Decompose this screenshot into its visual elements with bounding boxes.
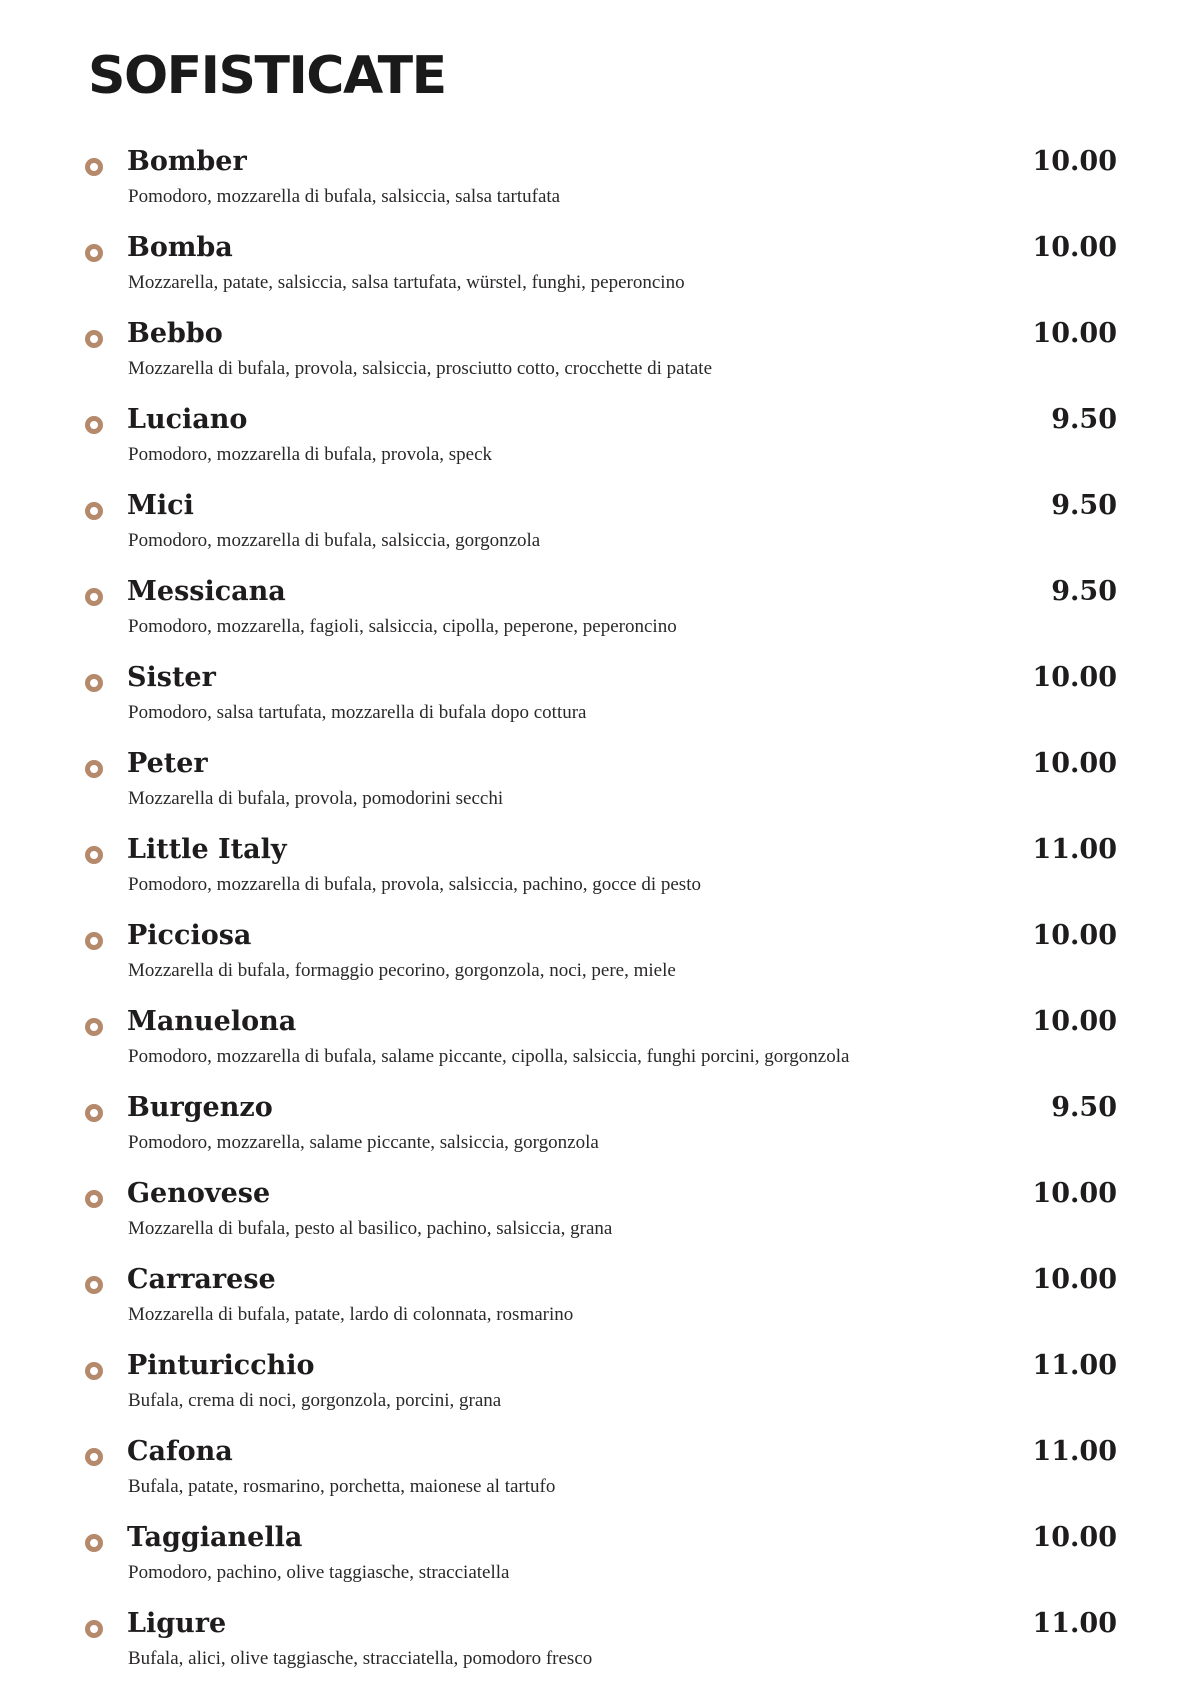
item-description: Pomodoro, mozzarella di bufala, salame piccante, cipolla, salsiccia, funghi porcini, gorgonzola (128, 1046, 850, 1067)
ring-bullet-icon (85, 1448, 103, 1466)
ring-bullet-icon (85, 1104, 103, 1122)
item-price: 9.50 (1051, 404, 1117, 435)
item-name: Bebbo (127, 318, 223, 349)
ring-bullet-icon (85, 1620, 103, 1638)
item-price: 10.00 (1032, 662, 1117, 693)
item-price: 10.00 (1032, 748, 1117, 779)
item-name: Manuelona (127, 1006, 297, 1037)
item-description: Mozzarella di bufala, formaggio pecorino, gorgonzola, noci, pere, miele (128, 960, 676, 981)
item-name: Luciano (127, 404, 248, 435)
ring-bullet-icon (85, 1018, 103, 1036)
item-price: 10.00 (1032, 1522, 1117, 1553)
ring-bullet-icon (85, 1362, 103, 1380)
item-price: 10.00 (1032, 1178, 1117, 1209)
menu-item (0, 1177, 1190, 1257)
item-name: Peter (127, 748, 208, 779)
item-description: Pomodoro, mozzarella di bufala, provola, speck (128, 444, 493, 465)
item-price: 10.00 (1032, 1006, 1117, 1037)
menu-item (0, 1435, 1190, 1515)
item-price: 11.00 (1032, 1608, 1117, 1639)
item-name: Burgenzo (127, 1092, 273, 1123)
item-price: 11.00 (1032, 834, 1117, 865)
item-name: Bomber (127, 146, 247, 177)
menu-item (0, 1607, 1190, 1687)
menu-item (0, 231, 1190, 311)
menu-item (0, 747, 1190, 827)
item-name: Little Italy (127, 834, 287, 865)
item-description: Pomodoro, mozzarella di bufala, provola, salsiccia, pachino, gocce di pesto (128, 874, 701, 895)
menu-item (0, 1521, 1190, 1601)
item-name: Cafona (127, 1436, 233, 1467)
item-description: Mozzarella di bufala, pesto al basilico, pachino, salsiccia, grana (128, 1218, 613, 1239)
item-name: Messicana (127, 576, 286, 607)
menu-item (0, 1263, 1190, 1343)
menu-item (0, 661, 1190, 741)
item-description: Mozzarella di bufala, patate, lardo di colonnata, rosmarino (128, 1304, 574, 1325)
ring-bullet-icon (85, 1534, 103, 1552)
item-description: Pomodoro, salsa tartufata, mozzarella di bufala dopo cottura (128, 702, 587, 723)
item-name: Genovese (127, 1178, 271, 1209)
menu-item (0, 833, 1190, 913)
menu-item (0, 1091, 1190, 1171)
ring-bullet-icon (85, 588, 103, 606)
item-price: 11.00 (1032, 1350, 1117, 1381)
item-price: 10.00 (1032, 146, 1117, 177)
ring-bullet-icon (85, 760, 103, 778)
item-price: 10.00 (1032, 232, 1117, 263)
menu-item (0, 575, 1190, 655)
ring-bullet-icon (85, 330, 103, 348)
item-description: Pomodoro, mozzarella di bufala, salsiccia, gorgonzola (128, 530, 541, 551)
menu-item (0, 919, 1190, 999)
menu-item (0, 403, 1190, 483)
page-title: SOFISTICATE (88, 46, 446, 106)
item-price: 10.00 (1032, 920, 1117, 951)
menu-item (0, 145, 1190, 225)
item-price: 11.00 (1032, 1436, 1117, 1467)
ring-bullet-icon (85, 932, 103, 950)
ring-bullet-icon (85, 846, 103, 864)
menu-item (0, 489, 1190, 569)
item-description: Mozzarella di bufala, provola, salsiccia, prosciutto cotto, crocchette di patate (128, 358, 713, 379)
item-name: Taggianella (127, 1522, 303, 1553)
item-price: 9.50 (1051, 490, 1117, 521)
item-price: 10.00 (1032, 318, 1117, 349)
ring-bullet-icon (85, 158, 103, 176)
ring-bullet-icon (85, 502, 103, 520)
menu-item (0, 317, 1190, 397)
ring-bullet-icon (85, 1190, 103, 1208)
item-name: Sister (127, 662, 216, 693)
item-description: Mozzarella, patate, salsiccia, salsa tartufata, würstel, funghi, peperoncino (128, 272, 685, 293)
item-description: Mozzarella di bufala, provola, pomodorini secchi (128, 788, 504, 809)
ring-bullet-icon (85, 416, 103, 434)
item-price: 10.00 (1032, 1264, 1117, 1295)
item-description: Bufala, alici, olive taggiasche, stracciatella, pomodoro fresco (128, 1648, 593, 1669)
item-description: Pomodoro, pachino, olive taggiasche, stracciatella (128, 1562, 510, 1583)
ring-bullet-icon (85, 674, 103, 692)
item-name: Mici (127, 490, 194, 521)
item-name: Carrarese (127, 1264, 276, 1295)
item-price: 9.50 (1051, 576, 1117, 607)
item-description: Pomodoro, mozzarella, fagioli, salsiccia, cipolla, peperone, peperoncino (128, 616, 677, 637)
item-name: Picciosa (127, 920, 252, 951)
item-description: Bufala, crema di noci, gorgonzola, porcini, grana (128, 1390, 502, 1411)
ring-bullet-icon (85, 244, 103, 262)
item-description: Bufala, patate, rosmarino, porchetta, maionese al tartufo (128, 1476, 556, 1497)
item-description: Pomodoro, mozzarella, salame piccante, salsiccia, gorgonzola (128, 1132, 599, 1153)
menu-item (0, 1005, 1190, 1085)
item-name: Ligure (127, 1608, 227, 1639)
menu-item (0, 1349, 1190, 1429)
item-name: Bomba (127, 232, 233, 263)
ring-bullet-icon (85, 1276, 103, 1294)
item-price: 9.50 (1051, 1092, 1117, 1123)
item-name: Pinturicchio (127, 1350, 315, 1381)
item-description: Pomodoro, mozzarella di bufala, salsiccia, salsa tartufata (128, 186, 561, 207)
